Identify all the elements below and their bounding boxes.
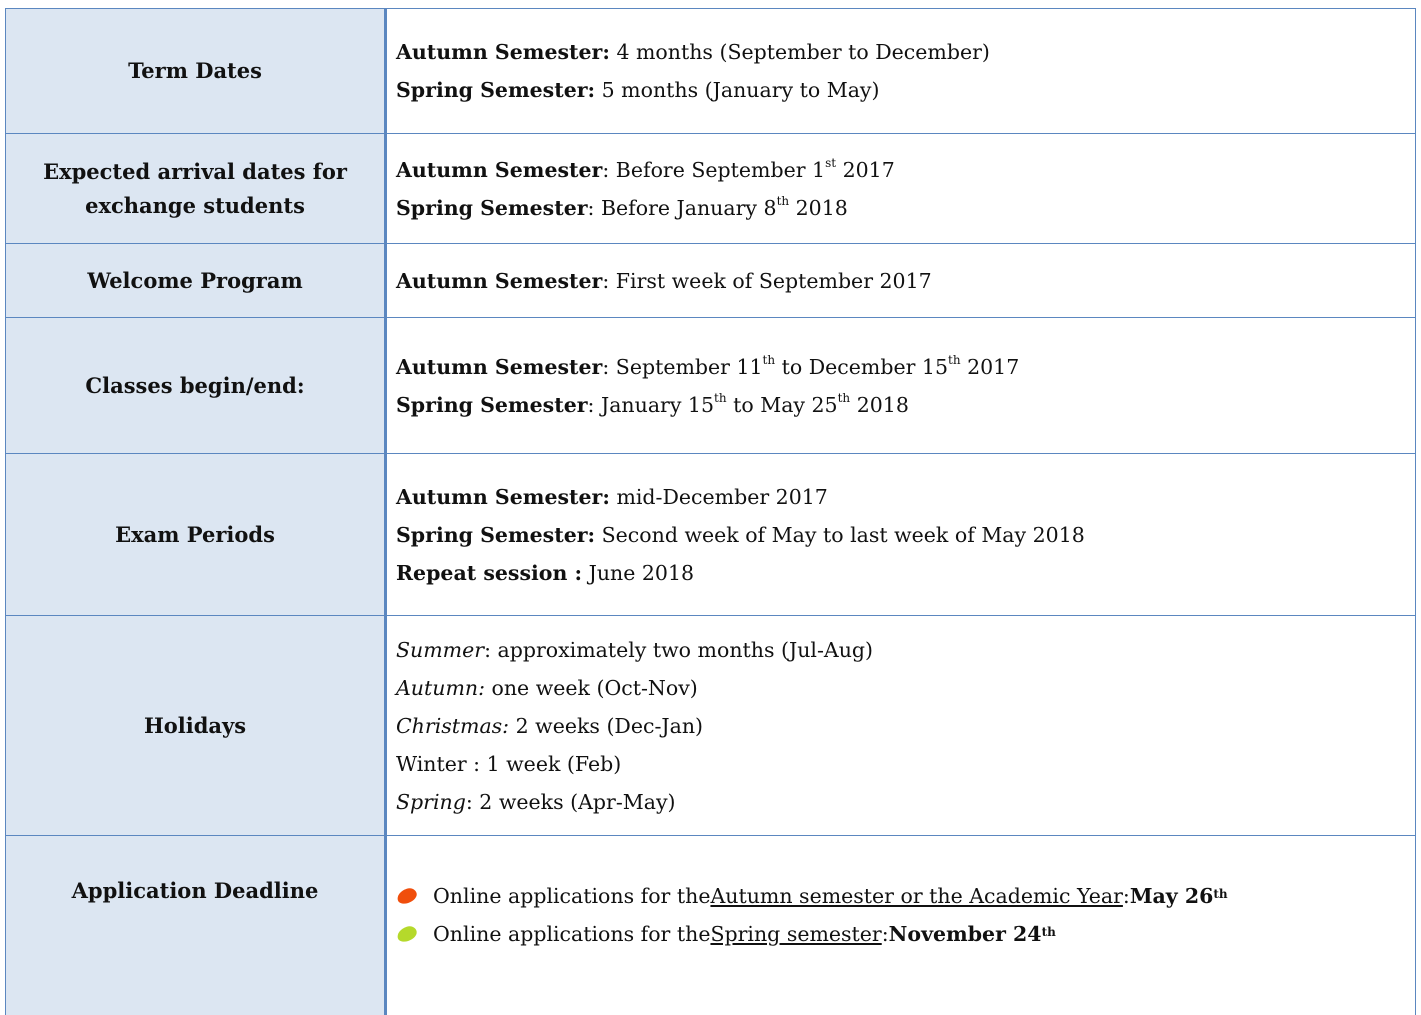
content-line: Winter : 1 week (Feb) — [396, 745, 1415, 783]
row-label-cell — [6, 244, 386, 318]
row-content-cell — [386, 9, 1416, 134]
table-row-application-deadline — [6, 836, 1416, 1015]
row-content-cell — [386, 318, 1416, 454]
list-item: Online applications for the Autumn semester or the Academic Year : May 26 $^{th}$ — [396, 877, 1415, 915]
content-line: Spring: 2 weeks (Apr-May) — [396, 783, 1415, 821]
table-row-term-dates — [6, 9, 1416, 134]
row-content-cell — [386, 616, 1416, 836]
table-row-welcome-program — [6, 244, 1416, 318]
row-label-cell — [6, 616, 386, 836]
row-label-cell — [6, 9, 386, 134]
content-line: Summer: approximately two months (Jul-Aug) — [396, 631, 1415, 669]
row-content-cell — [386, 134, 1416, 244]
row-label: Classes begin/end: — [25, 369, 365, 403]
table-row-holidays — [6, 616, 1416, 836]
row-label: Welcome Program — [25, 264, 365, 298]
row-content-cell — [386, 244, 1416, 318]
content-line: Spring Semester: Before January 8th 2018 — [396, 189, 1415, 227]
content-line: Autumn Semester: September 11th to December 15th 2017 — [396, 348, 1415, 386]
row-label: Holidays — [25, 709, 365, 743]
content-line: Spring Semester: January 15th to May 25th 2018 — [396, 386, 1415, 424]
content-line: Autumn Semester: 4 months (September to December) — [396, 33, 1415, 71]
content-line: Autumn Semester: Before September 1st 2017 — [396, 151, 1415, 189]
content-line: Spring Semester: Second week of May to last week of May 2018 — [396, 516, 1415, 554]
table-row-exam-periods — [6, 454, 1416, 616]
row-label-cell — [6, 454, 386, 616]
content-line: Spring Semester: 5 months (January to May) — [396, 71, 1415, 109]
green-bullet-icon — [395, 924, 418, 943]
content-line: Autumn Semester: mid-December 2017 — [396, 478, 1415, 516]
content-line: Repeat session : June 2018 — [396, 554, 1415, 592]
content-line: Autumn Semester: First week of September 2017 — [396, 262, 1415, 300]
row-label-cell — [6, 134, 386, 244]
row-label: Term Dates — [25, 54, 365, 88]
row-label-cell — [6, 836, 386, 1015]
academic-calendar-table — [5, 8, 1416, 1015]
row-label: Exam Periods — [25, 518, 365, 552]
content-line: Autumn: one week (Oct-Nov) — [396, 669, 1415, 707]
row-content-cell — [386, 836, 1416, 1015]
content-line: Christmas: 2 weeks (Dec-Jan) — [396, 707, 1415, 745]
row-content-cell — [386, 454, 1416, 616]
row-label: Application Deadline — [25, 874, 365, 908]
orange-bullet-icon — [395, 886, 418, 905]
table-row-arrival-dates — [6, 134, 1416, 244]
row-label-cell — [6, 318, 386, 454]
row-label: Expected arrival dates for exchange students — [25, 155, 365, 223]
table-row-classes — [6, 318, 1416, 454]
list-item: Online applications for the Spring semester : November 24 $^{th}$ — [396, 915, 1415, 953]
